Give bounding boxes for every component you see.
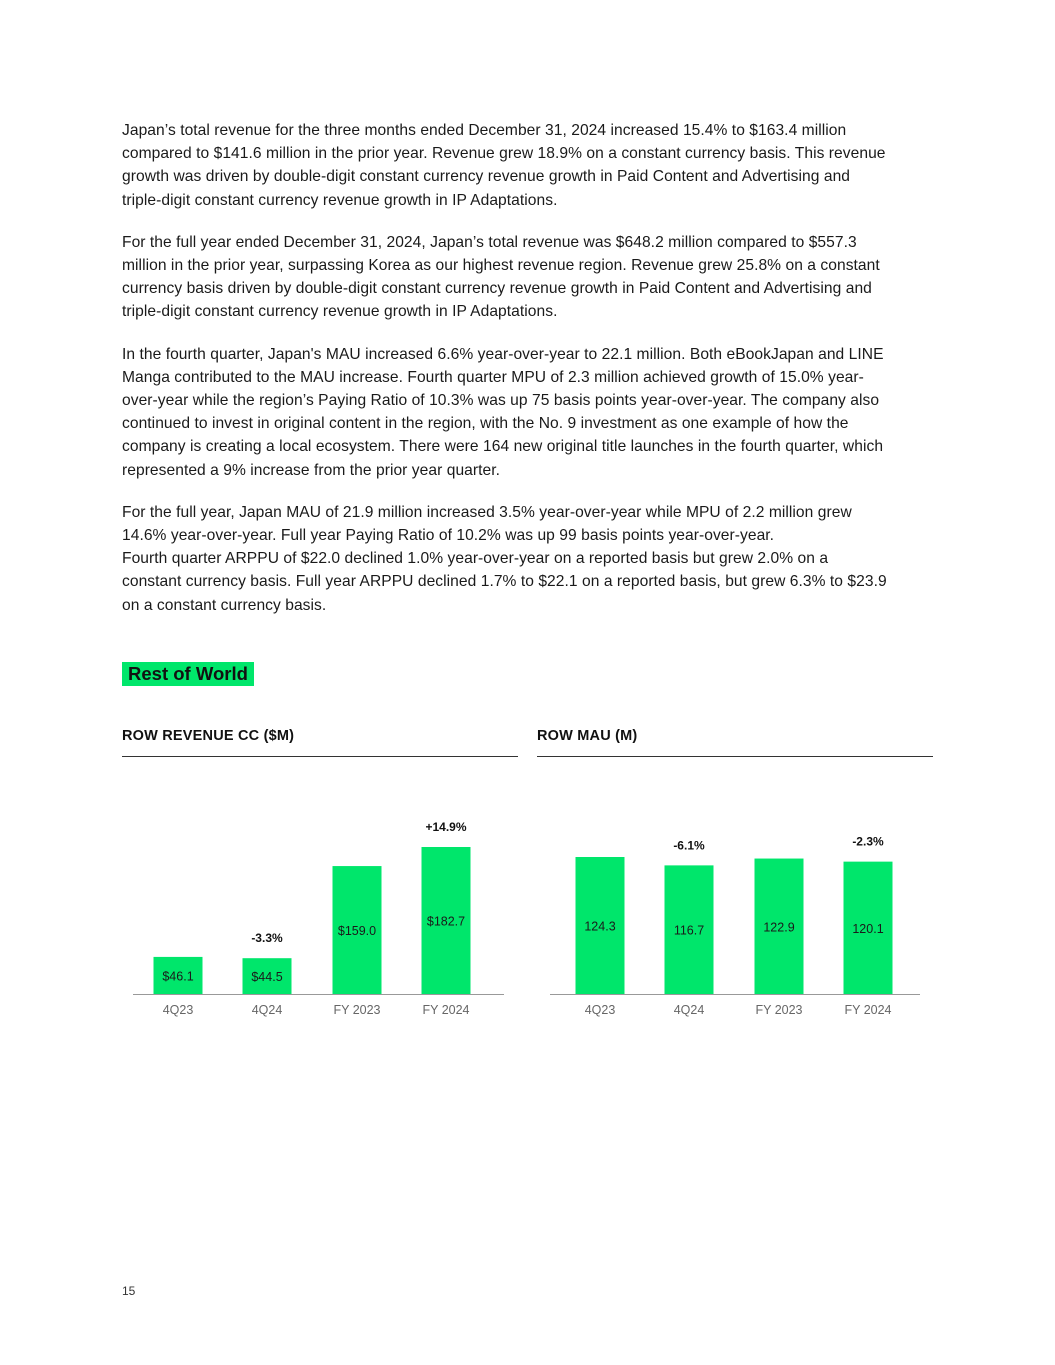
chart-title: ROW REVENUE CC ($M) xyxy=(122,728,295,744)
growth-label: -6.1% xyxy=(673,838,705,853)
category-label: FY 2024 xyxy=(844,1003,892,1017)
bar-value-label: $46.1 xyxy=(162,969,194,984)
chart-title: ROW MAU (M) xyxy=(537,728,638,744)
page-number: 15 xyxy=(122,1284,136,1298)
bar-value-label: 122.9 xyxy=(763,920,795,935)
paragraph xyxy=(122,119,937,212)
category-label: FY 2024 xyxy=(422,1003,470,1017)
text-line: continued to invest in original content in the region, with the No. 9 investment as one example of how the xyxy=(122,415,849,433)
revenue-chart-svg xyxy=(122,726,518,1026)
bar-value-label: $44.5 xyxy=(251,970,283,985)
text-line: million in the prior year, surpassing Korea as our highest revenue region. Revenue grew 25.8% on a constant xyxy=(122,257,880,275)
mau-chart xyxy=(537,726,933,1026)
bar-value-label: $182.7 xyxy=(426,914,466,929)
bar-value-label: $159.0 xyxy=(337,924,377,939)
growth-label: +14.9% xyxy=(425,820,467,834)
category-label: FY 2023 xyxy=(333,1003,381,1017)
text-line: compared to $141.6 million in the prior year. Revenue grew 18.9% on a constant currency basis. This revenue xyxy=(122,145,886,163)
body-text xyxy=(122,119,937,636)
paragraph xyxy=(122,343,937,482)
text-line: growth was driven by double-digit constant currency revenue growth in Paid Content and Advertising and xyxy=(122,168,851,186)
growth-label: -2.3% xyxy=(852,834,884,849)
section-title: Rest of World xyxy=(122,662,254,686)
text-line: For the full year ended December 31, 2024, Japan’s total revenue was $648.2 million compared to $557.3 xyxy=(122,233,857,251)
text-line: constant currency basis. Full year ARPPU declined 1.7% to $22.1 on a reported basis, but grew 6.3% to $23.9 xyxy=(122,573,887,591)
text-line: over-year while the region’s Paying Ratio of 10.3% was up 75 basis points year-over-year. The company also xyxy=(122,392,880,410)
bar-value-label: 124.3 xyxy=(584,919,616,934)
category-label: 4Q23 xyxy=(584,1003,616,1017)
text-line: For the full year, Japan MAU of 21.9 million increased 3.5% year-over-year while MPU of 2.2 million grew xyxy=(122,503,852,521)
text-line: triple-digit constant currency revenue growth in IP Adaptations. xyxy=(122,191,558,209)
text-line: Manga contributed to the MAU increase. Fourth quarter MPU of 2.3 million achieved growth of 15.0% year- xyxy=(122,368,864,386)
paragraph xyxy=(122,231,937,324)
text-line: Japan’s total revenue for the three months ended December 31, 2024 increased 15.4% to $163.4 million xyxy=(122,122,847,139)
bar-value-label: 116.7 xyxy=(673,923,705,938)
text-line: triple-digit constant currency revenue growth in IP Adaptations. xyxy=(122,303,558,321)
text-line: company is creating a local ecosystem. There were 164 new original title launches in the fourth quarter, which xyxy=(122,438,884,456)
revenue-chart xyxy=(122,726,518,1026)
paragraph xyxy=(122,501,937,617)
category-label: 4Q24 xyxy=(673,1003,705,1017)
text-line: represented a 9% increase from the prior year quarter. xyxy=(122,461,501,479)
text-line: In the fourth quarter, Japan's MAU increased 6.6% year-over-year to 22.1 million. Both eBookJapan and LINE xyxy=(122,345,884,363)
category-label: 4Q24 xyxy=(251,1003,283,1017)
bar-value-label: 120.1 xyxy=(852,921,884,936)
text-line: currency basis driven by double-digit constant currency revenue growth in Paid Content and Advertising and xyxy=(122,280,872,298)
growth-label: -3.3% xyxy=(251,931,283,946)
category-label: 4Q23 xyxy=(162,1003,194,1017)
category-label: FY 2023 xyxy=(755,1003,803,1017)
text-line: on a constant currency basis. xyxy=(122,596,327,614)
text-line: 14.6% year-over-year. Full year Paying Ratio of 10.2% was up 99 basis points year-over-year. xyxy=(122,527,775,545)
mau-chart-svg xyxy=(537,726,933,1026)
text-line: Fourth quarter ARPPU of $22.0 declined 1.0% year-over-year on a reported basis but grew 2.0% on a xyxy=(122,550,829,568)
